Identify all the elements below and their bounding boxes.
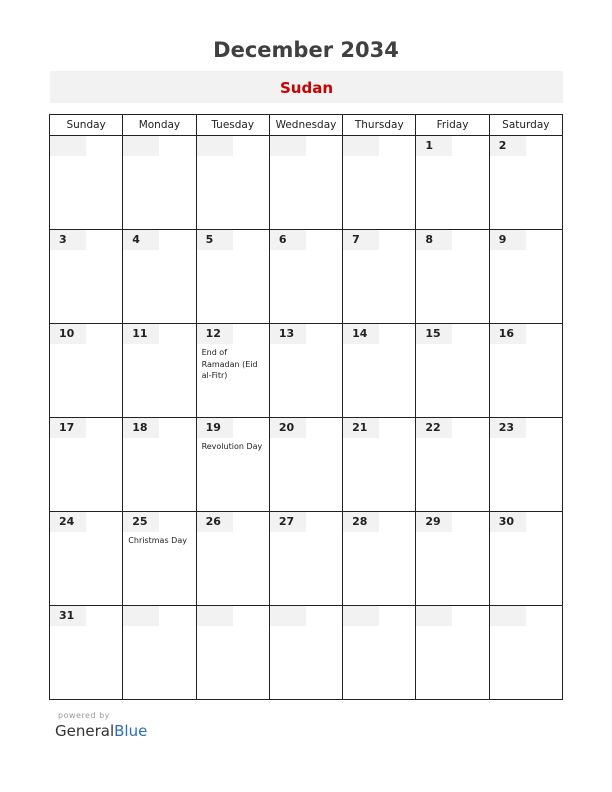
day-number: 14 <box>343 324 379 344</box>
calendar-title: December 2034 <box>213 38 399 62</box>
weekday-header: Friday <box>416 115 489 136</box>
day-cell <box>343 512 416 606</box>
calendar-grid <box>49 114 563 700</box>
day-cell <box>196 606 269 700</box>
day-cell <box>196 230 269 324</box>
day-number: 27 <box>270 512 306 532</box>
week-row <box>50 418 563 512</box>
week-row <box>50 512 563 606</box>
weekday-header: Monday <box>123 115 196 136</box>
day-number <box>197 606 233 626</box>
day-cell <box>489 606 562 700</box>
day-number: 6 <box>270 230 306 250</box>
day-cell <box>50 230 123 324</box>
day-number: 29 <box>416 512 452 532</box>
day-cell <box>489 136 562 230</box>
day-cell <box>123 136 196 230</box>
day-number: 2 <box>490 136 526 156</box>
day-number: 28 <box>343 512 379 532</box>
day-cell <box>50 512 123 606</box>
day-cell <box>123 230 196 324</box>
day-cell <box>269 418 342 512</box>
day-cell <box>50 136 123 230</box>
week-row <box>50 230 563 324</box>
day-number: 8 <box>416 230 452 250</box>
day-cell <box>123 512 196 606</box>
day-cell <box>343 606 416 700</box>
day-cell <box>196 418 269 512</box>
weekday-header: Wednesday <box>269 115 342 136</box>
day-cell <box>123 606 196 700</box>
day-number <box>270 136 306 156</box>
day-cell <box>416 230 489 324</box>
day-number: 25 <box>123 512 159 532</box>
weekday-header: Sunday <box>50 115 123 136</box>
day-cell <box>416 418 489 512</box>
week-row <box>50 324 563 418</box>
day-number <box>50 136 86 156</box>
day-number: 5 <box>197 230 233 250</box>
brand-blue-text: Blue <box>114 722 148 740</box>
day-number <box>490 606 526 626</box>
day-cell <box>123 418 196 512</box>
day-number: 13 <box>270 324 306 344</box>
day-number: 31 <box>50 606 86 626</box>
weekday-header: Thursday <box>343 115 416 136</box>
day-cell <box>196 136 269 230</box>
day-number: 10 <box>50 324 86 344</box>
day-number <box>270 606 306 626</box>
holiday-label: Revolution Day <box>201 442 263 451</box>
weekday-header: Saturday <box>489 115 562 136</box>
day-number <box>123 136 159 156</box>
day-cell <box>489 512 562 606</box>
day-cell <box>269 136 342 230</box>
day-cell <box>50 418 123 512</box>
day-cell <box>416 136 489 230</box>
brand-general-text: General <box>55 722 115 740</box>
day-cell <box>489 418 562 512</box>
day-cell <box>416 606 489 700</box>
day-number: 22 <box>416 418 452 438</box>
day-number <box>197 136 233 156</box>
day-number: 7 <box>343 230 379 250</box>
day-cell <box>50 606 123 700</box>
day-number: 9 <box>490 230 526 250</box>
brand-logo <box>55 722 147 740</box>
day-number: 17 <box>50 418 86 438</box>
day-cell <box>416 324 489 418</box>
day-number: 20 <box>270 418 306 438</box>
country-band <box>50 71 563 103</box>
weekday-header-row <box>50 115 563 136</box>
day-cell <box>269 230 342 324</box>
day-cell <box>196 512 269 606</box>
day-cell <box>489 324 562 418</box>
day-cell <box>269 324 342 418</box>
week-row <box>50 136 563 230</box>
powered-by-text: powered by <box>58 711 110 720</box>
day-cell <box>196 324 269 418</box>
week-row <box>50 606 563 700</box>
day-number: 15 <box>416 324 452 344</box>
day-cell <box>343 418 416 512</box>
day-number: 18 <box>123 418 159 438</box>
day-cell <box>343 230 416 324</box>
day-cell <box>269 512 342 606</box>
country-name: Sudan <box>279 79 334 97</box>
day-cell <box>416 512 489 606</box>
day-number: 26 <box>197 512 233 532</box>
day-number: 3 <box>50 230 86 250</box>
day-number: 12 <box>197 324 233 344</box>
day-cell <box>123 324 196 418</box>
day-cell <box>269 606 342 700</box>
weekday-header: Tuesday <box>196 115 269 136</box>
day-number: 21 <box>343 418 379 438</box>
day-number <box>343 136 379 156</box>
day-cell <box>50 324 123 418</box>
day-number: 1 <box>416 136 452 156</box>
day-number <box>343 606 379 626</box>
holiday-label: End of Ramadan (Eid al-Fitr) <box>201 348 258 380</box>
day-number: 4 <box>123 230 159 250</box>
day-cell <box>489 230 562 324</box>
day-number: 19 <box>197 418 233 438</box>
day-cell <box>343 136 416 230</box>
day-number <box>416 606 452 626</box>
day-cell <box>343 324 416 418</box>
day-number: 24 <box>50 512 86 532</box>
day-number <box>123 606 159 626</box>
day-number: 30 <box>490 512 526 532</box>
calendar-body <box>50 136 563 700</box>
day-number: 16 <box>490 324 526 344</box>
holiday-label: Christmas Day <box>128 536 187 545</box>
day-number: 11 <box>123 324 159 344</box>
day-number: 23 <box>490 418 526 438</box>
